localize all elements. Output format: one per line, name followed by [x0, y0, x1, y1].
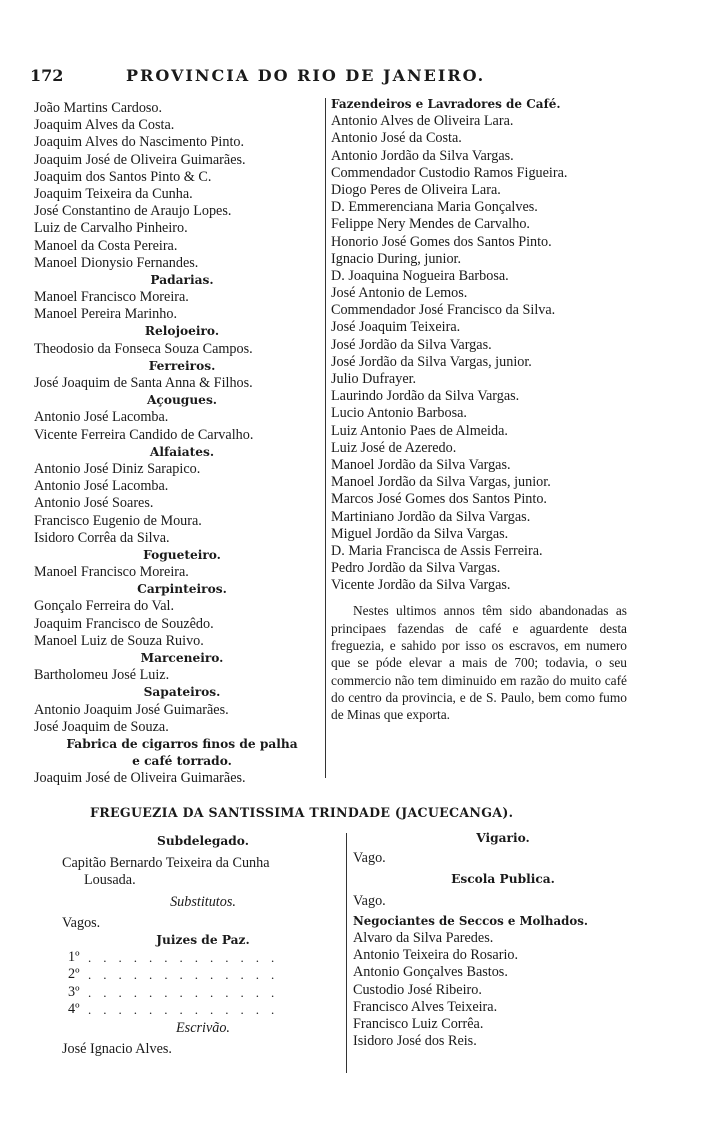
category-heading: Açougues. — [146, 393, 218, 408]
list-item: Antonio Gonçalves Bastos. — [353, 964, 508, 981]
fazendeiros-list — [331, 113, 631, 594]
escrivao-value: José Ignacio Alves. — [62, 1041, 172, 1058]
list-item: Martiniano Jordão da Silva Vargas. — [331, 508, 531, 525]
juiz-number: 3º — [68, 983, 80, 1000]
category-heading: e café torrado. — [132, 754, 232, 769]
list-item: Commendador Custodio Ramos Figueira. — [331, 164, 568, 181]
category-heading: Fabrica de cigarros finos de palha — [66, 736, 298, 751]
escola-heading: Escola Publica. — [451, 872, 555, 887]
list-item: D. Emmerenciana Maria Gonçalves. — [331, 199, 538, 216]
list-item: Antonio José Diniz Sarapico. — [34, 460, 201, 477]
substitutos-heading: Substitutos. — [170, 893, 236, 910]
list-item: Manoel Dionysio Fernandes. — [34, 254, 199, 271]
list-item: Felippe Nery Mendes de Carvalho. — [331, 216, 530, 233]
list-item: Isidoro Corrêa da Silva. — [34, 529, 170, 546]
list-item: Luiz de Carvalho Pinheiro. — [34, 220, 188, 237]
list-item: Francisco Luiz Corrêa. — [353, 1015, 484, 1032]
escrivao-heading: Escrivão. — [176, 1019, 230, 1036]
juiz-number: 2º — [68, 966, 80, 983]
juiz-number: 1º — [68, 949, 80, 966]
list-item: Custodio José Ribeiro. — [353, 981, 482, 998]
list-item: Laurindo Jordão da Silva Vargas. — [331, 388, 520, 405]
paragraph-text: Nestes ultimos annos têm sido abandonadas as principaes fazendas de café e aguardente desta freguezia, e sahido por isso os escravos, em numero que se póde elevar a mais de 700; todavia, o seu commercio não tem diminuido em razão do muito café do centro da provincia, e de S. Paulo, bem como fumo de Minas que exporta. — [331, 603, 627, 723]
list-item: Joaquim Alves do Nascimento Pinto. — [34, 134, 245, 151]
negociantes-heading: Negociantes de Seccos e Molhados. — [353, 913, 588, 928]
page-number: 172 — [30, 66, 64, 85]
category-heading: Sapateiros. — [143, 685, 221, 700]
list-item: D. Maria Francisca de Assis Ferreira. — [331, 542, 543, 559]
list-item: Francisco Alves Teixeira. — [353, 998, 498, 1015]
escola-value: Vago. — [353, 892, 386, 909]
list-item: Manoel Jordão da Silva Vargas, junior. — [331, 474, 551, 491]
juiz-row — [62, 984, 344, 1001]
list-item: José Constantino de Araujo Lopes. — [34, 203, 232, 220]
dot-leader: ............. — [88, 950, 287, 966]
list-item: Antonio Joaquim José Guimarães. — [34, 701, 229, 718]
list-item: Isidoro José dos Reis. — [353, 1033, 477, 1050]
list-item: Manoel da Costa Pereira. — [34, 237, 178, 254]
subdelegado-line: Capitão Bernardo Teixeira da Cunha — [62, 855, 270, 872]
page-header — [30, 66, 680, 92]
left-column-directory — [34, 100, 330, 788]
list-item: Joaquim José de Oliveira Guimarães. — [34, 770, 246, 787]
list-item: Gonçalo Ferreira do Val. — [34, 598, 174, 615]
dot-leader: ............. — [88, 984, 287, 1000]
list-item: Bartholomeu José Luiz. — [34, 667, 170, 684]
list-item: Honorio José Gomes dos Santos Pinto. — [331, 233, 552, 250]
list-item: José Antonio de Lemos. — [331, 285, 468, 302]
list-item: Theodosio da Fonseca Souza Campos. — [34, 340, 253, 357]
subdelegado-line: Lousada. — [84, 872, 136, 889]
list-item: D. Joaquina Nogueira Barbosa. — [331, 267, 509, 284]
list-item: Antonio José Lacomba. — [34, 478, 169, 495]
negociantes-list — [353, 930, 653, 1050]
right-column-fazendeiros — [331, 96, 631, 724]
list-item: Manoel Pereira Marinho. — [34, 306, 178, 323]
list-item: Ignacio During, junior. — [331, 250, 462, 267]
category-heading: Ferreiros. — [148, 358, 216, 373]
category-heading: Alfaiates. — [149, 444, 215, 459]
list-item: Marcos José Gomes dos Santos Pinto. — [331, 491, 547, 508]
lower-left-column — [62, 833, 344, 1058]
list-item: Antonio Alves de Oliveira Lara. — [331, 113, 514, 130]
list-item: Pedro Jordão da Silva Vargas. — [331, 560, 501, 577]
section-title: FREGUEZIA DA SANTISSIMA TRINDADE (JACUECANGA). — [90, 805, 514, 820]
juiz-row — [62, 949, 344, 966]
category-heading: Carpinteiros. — [137, 582, 227, 597]
list-item: Luiz José de Azeredo. — [331, 439, 457, 456]
list-item: Joaquim José de Oliveira Guimarães. — [34, 151, 246, 168]
dot-leader: ............. — [88, 967, 287, 983]
list-item: Luiz Antonio Paes de Almeida. — [331, 422, 508, 439]
list-item: Manoel Francisco Moreira. — [34, 289, 189, 306]
juizes-list — [62, 949, 344, 1018]
list-item: Manoel Francisco Moreira. — [34, 564, 189, 581]
list-item: Manoel Luiz de Souza Ruivo. — [34, 632, 204, 649]
list-item: Joaquim Alves da Costa. — [34, 117, 175, 134]
category-heading: Padarias. — [150, 272, 214, 287]
list-item: Joaquim dos Santos Pinto & C. — [34, 168, 212, 185]
category-heading: Marceneiro. — [140, 651, 224, 665]
page-title: PROVINCIA DO RIO DE JANEIRO. — [126, 66, 486, 85]
list-item: Antonio Teixeira do Rosario. — [353, 947, 519, 964]
list-item: Francisco Eugenio de Moura. — [34, 512, 202, 529]
list-item: José Joaquim de Santa Anna & Filhos. — [34, 375, 253, 391]
substitutos-value: Vagos. — [62, 914, 101, 931]
juizes-heading: Juizes de Paz. — [156, 932, 250, 947]
juiz-row — [62, 1001, 344, 1018]
column-divider — [346, 833, 347, 1073]
list-item: Miguel Jordão da Silva Vargas. — [331, 525, 509, 542]
list-item: Commendador José Francisco da Silva. — [331, 302, 556, 319]
juiz-number: 4º — [68, 1000, 80, 1017]
list-item: Joaquim Teixeira da Cunha. — [34, 185, 193, 202]
list-item: Diogo Peres de Oliveira Lara. — [331, 181, 501, 198]
column-divider — [325, 98, 326, 778]
vigario-heading: Vigario. — [476, 831, 530, 845]
list-item: Antonio Jordão da Silva Vargas. — [331, 147, 514, 164]
list-item: José Jordão da Silva Vargas, junior. — [331, 353, 532, 370]
list-item: José Jordão da Silva Vargas. — [331, 336, 492, 353]
list-item: Joaquim Francisco de Souzêdo. — [34, 615, 214, 632]
list-item: Manoel Jordão da Silva Vargas. — [331, 456, 511, 473]
list-item: Antonio José Soares. — [34, 495, 154, 512]
vigario-value: Vago. — [353, 850, 386, 867]
lower-right-column — [353, 830, 653, 1050]
juiz-row — [62, 966, 344, 983]
list-item: Antonio José Lacomba. — [34, 409, 169, 426]
list-item: Antonio José da Costa. — [331, 130, 462, 147]
list-item: João Martins Cardoso. — [34, 100, 163, 116]
section-heading: Fazendeiros e Lavradores de Café. — [331, 97, 561, 111]
category-heading: Relojoeiro. — [144, 324, 220, 339]
list-item: Alvaro da Silva Paredes. — [353, 929, 494, 946]
list-item: Julio Dufrayer. — [331, 371, 417, 387]
list-item: Lucio Antonio Barbosa. — [331, 405, 467, 422]
subdelegado-heading: Subdelegado. — [157, 834, 249, 848]
dot-leader: ............. — [88, 1001, 287, 1017]
category-heading: Fogueteiro. — [143, 547, 221, 562]
list-item: José Joaquim Teixeira. — [331, 319, 461, 336]
list-item: José Joaquim de Souza. — [34, 718, 169, 735]
list-item: Vicente Ferreira Candido de Carvalho. — [34, 426, 254, 443]
list-item: Vicente Jordão da Silva Vargas. — [331, 577, 511, 594]
